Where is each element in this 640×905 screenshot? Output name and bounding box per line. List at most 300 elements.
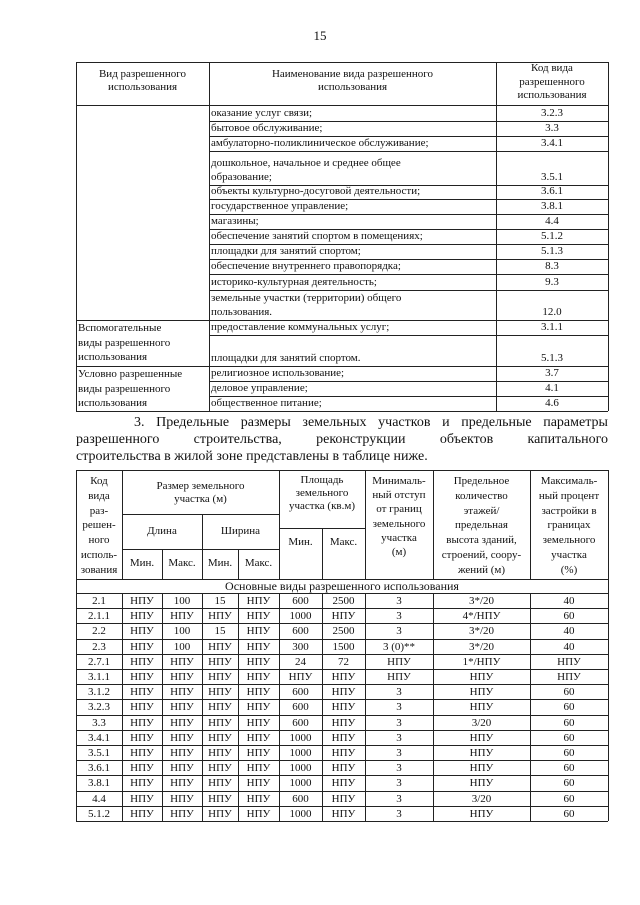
cell-text-line: 600	[292, 792, 309, 805]
cell-text-line: НПУ	[130, 747, 154, 759]
table-cell	[238, 776, 279, 791]
cell-text-line: земельные участки (территории) общего	[211, 292, 402, 304]
table-rule	[279, 593, 280, 821]
table-cell	[162, 716, 202, 731]
use-name-cell	[211, 245, 496, 260]
cell-text-line: Код	[90, 475, 108, 487]
cell-text-line: 4*/НПУ	[462, 610, 501, 623]
table-cell	[122, 655, 162, 670]
cell-text-line: этажей/	[463, 504, 500, 517]
cell-text-line: 60	[563, 792, 575, 805]
cell-text-line: НПУ	[469, 762, 494, 775]
use-code-cell	[496, 245, 608, 259]
table-cell	[322, 731, 365, 746]
cell-text-line: Максималь-	[540, 475, 598, 487]
paragraph-word: объектов	[439, 432, 494, 447]
table-cell	[530, 670, 608, 685]
table-cell	[162, 746, 202, 761]
table-rule	[76, 669, 608, 670]
table-cell	[202, 776, 238, 791]
table-rule	[76, 579, 608, 580]
cell-text-line: НПУ	[170, 671, 194, 683]
table-cell	[122, 685, 162, 700]
cell-text-line: НПУ	[130, 625, 154, 638]
table-rule	[202, 593, 203, 821]
header-length	[122, 525, 202, 539]
cell-text-line: 60	[563, 716, 575, 729]
cell-text-line: НПУ	[170, 716, 194, 729]
cell-text-line: 60	[563, 747, 575, 759]
cell-text-line: высота зданий,	[446, 534, 517, 547]
table-rule	[122, 549, 279, 550]
cell-text-line: решен-	[82, 519, 116, 532]
table-rule	[76, 320, 608, 321]
cell-text-line: от границ	[376, 503, 422, 516]
cell-text-line: 3	[396, 625, 402, 638]
cell-text-line: 3.6.1	[88, 762, 110, 775]
header-max	[162, 557, 202, 571]
table-cell	[238, 807, 279, 822]
table-cell	[279, 792, 322, 807]
table-cell	[365, 731, 433, 746]
cell-text-line: использования	[517, 89, 587, 101]
cell-text-line: религиозное использование;	[211, 366, 345, 379]
cell-text-line: Наименование вида разрешенного	[271, 68, 434, 80]
use-code-cell	[496, 200, 608, 214]
cell-text-line: НПУ	[208, 701, 232, 714]
use-code-cell	[496, 321, 608, 335]
paragraph-word: разрешенного	[76, 432, 160, 447]
cell-text-line: 3.6.1	[541, 185, 563, 197]
table-cell	[365, 716, 433, 731]
cell-text-line: НПУ	[246, 701, 271, 714]
table-cell	[238, 761, 279, 776]
table-cell	[202, 685, 238, 700]
cell-text-line: деловое управление;	[211, 381, 308, 394]
paragraph-line	[76, 448, 608, 465]
header-code	[76, 474, 122, 580]
cell-text-line: Код вида	[531, 62, 573, 74]
table-rule	[209, 151, 608, 152]
cell-text-line: ный процент	[538, 489, 600, 502]
table-rule	[76, 62, 77, 411]
table-rule	[76, 745, 608, 746]
table-cell	[279, 731, 322, 746]
table-cell	[76, 594, 122, 609]
cell-text-line: НПУ	[331, 807, 356, 820]
table-cell	[365, 609, 433, 624]
table-rule	[209, 136, 608, 137]
cell-text-line: НПУ	[331, 762, 356, 775]
cell-text-line: НПУ	[331, 792, 356, 805]
table-rule	[322, 528, 323, 579]
table-cell	[122, 609, 162, 624]
cell-text-line: 2.3	[92, 640, 106, 653]
cell-text-line: НПУ	[170, 655, 194, 668]
table-cell	[530, 761, 608, 776]
cell-text-line: Основные виды разрешенного использования	[225, 579, 459, 593]
cell-text-line: НПУ	[288, 671, 313, 683]
table-rule	[608, 470, 609, 821]
cell-text-line: 60	[563, 777, 575, 790]
table-rule	[76, 715, 608, 716]
table-rule	[608, 62, 609, 411]
cell-text-line: 60	[563, 686, 575, 699]
table-rule	[122, 514, 279, 515]
table-rule	[530, 593, 531, 821]
table-rule	[122, 593, 123, 821]
cell-text-line: НПУ	[246, 792, 271, 805]
cell-text-line: НПУ	[331, 731, 356, 744]
table-cell	[433, 624, 530, 639]
cell-text-line: (%)	[560, 563, 578, 576]
table-cell	[202, 807, 238, 822]
table-cell	[202, 700, 238, 715]
cell-text-line: 24	[295, 655, 306, 668]
table-cell	[279, 746, 322, 761]
use-code-cell	[496, 306, 608, 320]
table-cell	[202, 609, 238, 624]
use-code-cell	[496, 382, 608, 396]
page-number	[300, 28, 340, 44]
use-name-cell	[211, 137, 496, 152]
use-code-cell	[496, 185, 608, 199]
table-cell	[162, 731, 202, 746]
cell-text-line: площадки для занятий спортом;	[211, 244, 361, 257]
use-name-cell	[211, 276, 496, 291]
table-cell	[365, 746, 433, 761]
header-min	[202, 557, 238, 571]
table-rule	[122, 470, 123, 579]
use-name-cell	[211, 200, 496, 215]
cell-text-line: 3	[396, 777, 402, 790]
table-cell	[322, 761, 365, 776]
cell-text-line: НПУ	[331, 747, 356, 759]
cell-text-line: 3.7	[545, 367, 559, 379]
cell-text-line: 1000	[289, 777, 312, 790]
table-cell	[122, 640, 162, 655]
header-area	[279, 474, 365, 516]
cell-text-line: 3.1.1	[541, 321, 563, 333]
table-rule	[209, 229, 608, 230]
table-cell	[279, 655, 322, 670]
table-cell	[433, 792, 530, 807]
cell-text-line: 3.4.1	[541, 137, 563, 149]
cell-text-line: НПУ	[246, 807, 271, 820]
table-cell	[322, 700, 365, 715]
table-cell	[76, 792, 122, 807]
table-cell	[530, 731, 608, 746]
table-cell	[322, 685, 365, 700]
table-cell	[238, 609, 279, 624]
cell-text-line: обеспечение внутреннего правопорядка;	[211, 259, 401, 272]
cell-text-line: НПУ	[469, 777, 494, 790]
header-width	[202, 525, 279, 539]
cell-text-line: бытовое обслуживание;	[211, 121, 323, 134]
cell-text-line: границах	[547, 519, 591, 532]
cell-text-line: НПУ	[469, 671, 494, 683]
cell-text-line: НПУ	[130, 731, 154, 744]
cell-text-line: магазины;	[211, 214, 259, 227]
cell-text-line: НПУ	[387, 671, 411, 683]
cell-text-line: НПУ	[246, 595, 271, 607]
cell-text-line: 5.1.2	[541, 230, 563, 242]
table-cell	[433, 594, 530, 609]
cell-text-line: 600	[292, 701, 309, 714]
table-cell	[76, 670, 122, 685]
cell-text-line: участка	[381, 531, 417, 544]
section-title	[76, 579, 608, 593]
cell-text-line: НПУ	[331, 701, 356, 714]
cell-text-line: 600	[292, 625, 309, 638]
table-cell	[76, 700, 122, 715]
cell-text-line: НПУ	[170, 777, 194, 790]
table-cell	[162, 670, 202, 685]
cell-text-line: Мин.	[129, 557, 155, 569]
use-code-cell	[496, 171, 608, 185]
table-cell	[162, 807, 202, 822]
table-cell	[433, 746, 530, 761]
paragraph-word: строительства в жилой зоне представлены в таблице ниже.	[76, 449, 428, 464]
cell-text-line: пользования.	[211, 305, 273, 318]
cell-text-line: НПУ	[130, 671, 154, 683]
cell-text-line: НПУ	[387, 655, 411, 668]
table-cell	[279, 670, 322, 685]
table-cell	[122, 716, 162, 731]
cell-text-line: земельного	[372, 517, 426, 530]
table-rule	[76, 684, 608, 685]
paragraph-word: и	[442, 415, 450, 430]
cell-text-line: 1000	[289, 610, 312, 623]
table-cell	[433, 640, 530, 655]
table-rule	[162, 549, 163, 579]
table-rule	[530, 470, 531, 579]
table-cell	[530, 685, 608, 700]
table-cell	[365, 776, 433, 791]
cell-text-line: оказание услуг связи;	[211, 106, 313, 119]
table-cell	[238, 670, 279, 685]
header-min	[122, 557, 162, 571]
table-cell	[365, 761, 433, 776]
table-cell	[433, 776, 530, 791]
cell-text-line: НПУ	[130, 701, 154, 714]
cell-text-line: НПУ	[208, 807, 232, 820]
table-cell	[162, 776, 202, 791]
group-conditional-uses	[78, 367, 209, 412]
cell-text-line: НПУ	[130, 792, 154, 805]
table-cell	[122, 624, 162, 639]
cell-text-line: 60	[563, 731, 575, 744]
use-name-cell	[211, 292, 496, 320]
cell-text-line: 1000	[289, 731, 312, 744]
cell-text-line: Ширина	[220, 525, 261, 537]
table-rule	[76, 821, 608, 822]
table-cell	[322, 807, 365, 822]
paragraph-line	[76, 414, 608, 431]
table-cell	[365, 624, 433, 639]
use-name-cell	[211, 185, 496, 199]
cell-text-line: НПУ	[170, 792, 194, 805]
table-cell	[122, 731, 162, 746]
table-cell	[122, 670, 162, 685]
cell-text-line: НПУ	[246, 686, 271, 699]
cell-text-line: 3/20	[471, 792, 492, 805]
cell-text-line: 3	[396, 595, 402, 607]
cell-text-line: НПУ	[469, 731, 494, 744]
cell-text-line: предоставление коммунальных услуг;	[211, 320, 390, 333]
table-cell	[433, 700, 530, 715]
cell-text-line: 2.1.1	[88, 610, 110, 623]
cell-text-line: 3.1.1	[88, 671, 110, 683]
table-cell	[433, 609, 530, 624]
table-cell	[162, 761, 202, 776]
table-cell	[279, 640, 322, 655]
table-rule	[279, 470, 280, 579]
cell-text-line: 5.1.3	[541, 245, 563, 257]
cell-text-line: 1000	[289, 807, 312, 820]
table-cell	[365, 807, 433, 822]
table-rule	[202, 514, 203, 579]
cell-text-line: НПУ	[246, 625, 271, 638]
table-rule	[209, 185, 608, 186]
cell-text-line: использования	[78, 397, 148, 409]
cell-text-line: разрешенного	[519, 75, 585, 88]
cell-text-line: Мин.	[288, 536, 313, 548]
cell-text-line: НПУ	[130, 655, 154, 668]
cell-text-line: 3.8.1	[541, 200, 563, 212]
use-name-cell	[211, 382, 496, 397]
cell-text-line: 3	[396, 762, 402, 775]
cell-text-line: ного	[88, 534, 110, 547]
cell-text-line: 3	[396, 701, 402, 714]
cell-text-line: НПУ	[208, 686, 232, 699]
table-cell	[202, 792, 238, 807]
cell-text-line: раз-	[89, 504, 109, 517]
cell-text-line: НПУ	[208, 655, 232, 668]
cell-text-line: 2.7.1	[88, 655, 110, 668]
cell-text-line: 100	[173, 625, 191, 638]
cell-text-line: НПУ	[469, 807, 494, 820]
cell-text-line: НПУ	[170, 807, 194, 820]
cell-text-line: НПУ	[208, 640, 232, 653]
table-cell	[365, 594, 433, 609]
table-cell	[238, 716, 279, 731]
table-cell	[322, 670, 365, 685]
table-cell	[530, 655, 608, 670]
cell-text-line: НПУ	[246, 777, 271, 790]
table-cell	[279, 685, 322, 700]
table-rule	[209, 244, 608, 245]
cell-text-line: Предельное	[453, 475, 510, 487]
cell-text-line: НПУ	[170, 762, 194, 775]
paragraph-word: Предельные	[156, 415, 230, 430]
cell-text-line: 4.1	[545, 382, 559, 394]
paragraph-word: размеры	[240, 415, 291, 430]
table-cell	[365, 700, 433, 715]
cell-text-line: 3.1.2	[88, 686, 110, 699]
cell-text-line: НПУ	[130, 762, 154, 775]
cell-text-line: вида	[88, 489, 110, 502]
cell-text-line: 9.3	[545, 276, 559, 288]
table-rule	[209, 290, 608, 291]
cell-text-line: 15	[214, 595, 226, 607]
table-cell	[279, 807, 322, 822]
header-max	[238, 557, 279, 571]
cell-text-line: Вид разрешенного	[98, 68, 187, 80]
table-rule	[238, 593, 239, 821]
table-cell	[76, 640, 122, 655]
cell-text-line: НПУ	[246, 610, 271, 623]
header-min	[279, 536, 322, 550]
cell-text-line: НПУ	[170, 686, 194, 699]
table-rule	[238, 549, 239, 579]
table-cell	[76, 731, 122, 746]
use-code-cell	[496, 107, 608, 121]
cell-text-line: 1500	[332, 640, 355, 653]
header-setback	[365, 474, 433, 569]
table-rule	[76, 623, 608, 624]
cell-text-line: 100	[173, 595, 191, 607]
table-rule	[433, 470, 434, 579]
table-cell	[530, 624, 608, 639]
table-cell	[202, 670, 238, 685]
table-cell	[162, 655, 202, 670]
table-rule	[209, 396, 608, 397]
cell-text-line: амбулаторно-поликлиническое обслуживание;	[211, 136, 429, 149]
table-rule	[76, 806, 608, 807]
table-rule	[76, 699, 608, 700]
cell-text-line: 1000	[289, 747, 312, 759]
table-cell	[76, 807, 122, 822]
table-rule	[209, 121, 608, 122]
cell-text-line: 600	[292, 716, 309, 729]
cell-text-line: образование;	[211, 170, 272, 183]
table-cell	[322, 746, 365, 761]
cell-text-line: 60	[563, 610, 575, 623]
cell-text-line: дошкольное, начальное и среднее общее	[211, 157, 401, 169]
table-rule	[496, 62, 497, 411]
table-cell	[530, 807, 608, 822]
cell-text-line: 40	[563, 625, 575, 638]
cell-text-line: историко-культурная деятельность;	[211, 275, 377, 288]
table-rule	[76, 470, 77, 821]
use-name-cell	[211, 157, 496, 185]
table-cell	[76, 655, 122, 670]
table-rule	[76, 105, 608, 106]
table-cell	[279, 716, 322, 731]
cell-text-line: обеспечение занятий спортом в помещениях;	[211, 229, 423, 242]
cell-text-line: площадки для занятий спортом.	[211, 351, 361, 364]
cell-text-line: 2500	[332, 595, 355, 607]
cell-text-line: Минималь-	[372, 475, 426, 487]
cell-text-line: виды разрешенного	[78, 336, 171, 349]
cell-text-line: 3*/20	[468, 595, 495, 607]
table-cell	[279, 594, 322, 609]
table-cell	[322, 716, 365, 731]
cell-text-line: объекты культурно-досуговой деятельности;	[211, 185, 421, 197]
cell-text-line: 3.8.1	[88, 777, 110, 790]
cell-text-line: Условно разрешенные	[78, 368, 183, 380]
table-cell	[279, 624, 322, 639]
use-code-cell	[496, 137, 608, 151]
table-cell	[122, 776, 162, 791]
cell-text-line: ный отступ	[372, 489, 426, 502]
cell-text-line: 60	[563, 701, 575, 714]
cell-text-line: НПУ	[130, 640, 154, 653]
cell-text-line: 2500	[332, 625, 355, 638]
cell-text-line: НПУ	[246, 731, 271, 744]
table-cell	[238, 731, 279, 746]
